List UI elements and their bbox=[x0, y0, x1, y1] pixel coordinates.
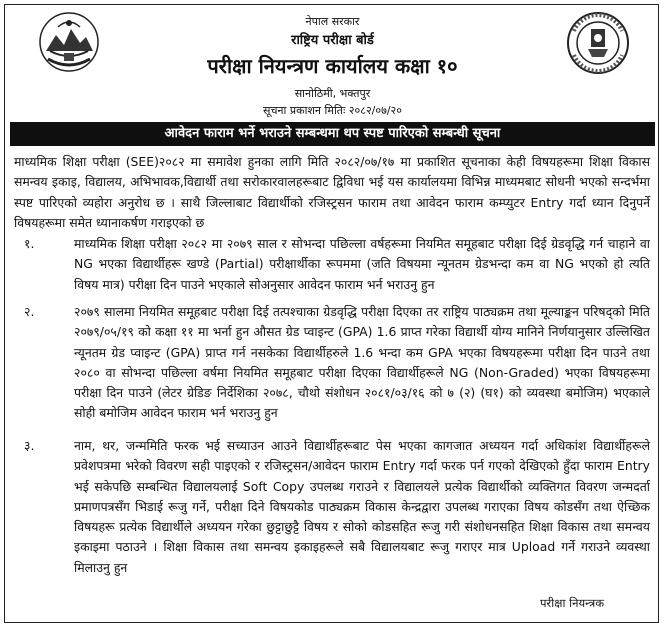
board-name: राष्ट्रिय परीक्षा बोर्ड bbox=[291, 33, 374, 48]
signature-label: परीक्षा नियन्त्रक bbox=[540, 596, 605, 610]
notice-title-banner: आवेदन फाराम भर्ने भराउने सम्बन्धमा थप स्पष्ट पारिएको सम्बन्धी सूचना bbox=[10, 122, 655, 146]
government-name: नेपाल सरकार bbox=[305, 15, 360, 28]
notice-date: सूचना प्रकाशन मितिः २०८२/०७/२० bbox=[263, 104, 402, 117]
item-text: माध्यमिक शिक्षा परीक्षा २०८२ मा २०७९ साल र सोभन्दा पछिल्ला वर्षहरूमा नियमित समूहबाट परीक्षा दिई ग्रेडवृद्धि गर्न चाहाने वा NG भएका विद्यार्थीहरू खण्डे (Partial) परीक्षार्थीका रूपममा (जति विषयमा न्यूनतम ग्रेडभन्दा कम वा NG भएको हो त्यति विषय मात्र) परीक्षा दिन पाउने भएकाले सोअनुसार आवेदन फाराम भर्न भराउनु हुन bbox=[74, 236, 650, 292]
office-location: सानोठिमी, भक्तपुर bbox=[294, 87, 371, 100]
item-number: २. bbox=[24, 304, 35, 319]
item-text: नाम, थर, जन्ममिति फरक भई सच्याउन आउने विद्यार्थीहरूबाट पेस भएका कागजात अध्ययन गर्दा अधिकांश विद्यार्थीहरूले प्रवेशपत्रमा भरेको विवरण सही पाइएको र रजिस्ट्रसन/आवेदन फाराम Entry गर्दा फरक पर्न गएको देखिएको हुँदा फाराम Entry भई सकेपछि सम्बन्धित विद्यालयलाई Soft Copy उपलब्ध गराउने र विद्यालयले प्रत्येक विद्यार्थीको व्यक्तिगत विवरण जन्मदर्ता प्रमाणपत्रसँग भिडाई रूजु गर्ने, परीक्षा दिने विषयकोड पाठ्यक्रम विकास केन्द्रद्वारा उपलब्ध गराएका विषय कोडसँग तथा ऐच्छिक विषयहरू प्रत्येक विद्यार्थीले अध्ययन गरेका छुट्टाछुट्टै विषय र सोको कोडसहित रूजु गरी संशोधनसहित शिक्षा विकास तथा समन्वय इकाइमा पठाउने । शिक्षा विकास तथा समन्वय इकाइहरूले सबै विद्यालयबाट रूजु गराएर मात्र Upload गर्ने गराउने व्यवस्था मिलाउनु हुन bbox=[74, 438, 650, 575]
item-text: २०७९ सालमा नियमित समूहबाट परीक्षा दिई तत्पश्चाका ग्रेडवृद्धि परीक्षा दिएका तर राष्ट्रिय पाठ्यक्रम तथा मूल्याङ्कन परिषद्को मिति २०७९/०५/१९ को कक्षा ११ मा भर्ना हुन औसत ग्रेड प्वाइन्ट (GPA) 1.6 प्राप्त गरेका विद्यार्थी योग्य मानिने निर्णयानुसार उल्लिखित न्यूनतम ग्रेड प्वाइन्ट (GPA) प्राप्त गर्न नसकेका विद्यार्थीहरुले 1.6 भन्दा कम GPA भएका विषयहरूमा परीक्षा दिन पाउने तथा २०८० वा सोभन्दा पछिल्ला वर्षमा नियमित समूहबाट परीक्षा दिएका विद्यार्थीहरूले NG (Non-Graded) भएका विषयहरूमा परीक्षा दिन पाउने (लेटर ग्रेडिङ निर्देशिका २०७८, चौथो संशोधन २०८१/०३/१६ को ७ (२) (घ१) को व्यवस्था बमोजिम) भएकाले सोही बमोजिम आवेदन फाराम भर्न भराउनु हुन bbox=[74, 304, 650, 421]
intro-paragraph: माध्यमिक शिक्षा परीक्षा (SEE)२०८२ मा समावेश हुनका लागि मिति २०८२/०७/१७ मा प्रकाशित सूचनाका केही विषयहरूमा शिक्षा विकास समन्वय इकाइ, विद्यालय, अभिभावक,विद्यार्थी तथा सरोकारवालहरूबाट द्विविधा भई यस कार्यालयमा विभिन्न माध्यमबाट सोधनी भएको सन्दर्भमा स्पष्ट पारिएको व्यहोरा अनुरोध छ । साथै जिल्लाबाट विद्यार्थीको रजिस्ट्रसन फाराम तथा आवेदन फाराम कम्प्युटर Entry गर्दा ध्यान दिनुपर्ने विषयहरूमा समेत ध्यानाकर्षण गराइएको छ bbox=[14, 154, 650, 230]
item-number: ३. bbox=[24, 438, 35, 453]
item-number: १. bbox=[24, 236, 35, 251]
office-title: परीक्षा नियन्त्रण कार्यालय कक्षा १० bbox=[207, 54, 458, 78]
